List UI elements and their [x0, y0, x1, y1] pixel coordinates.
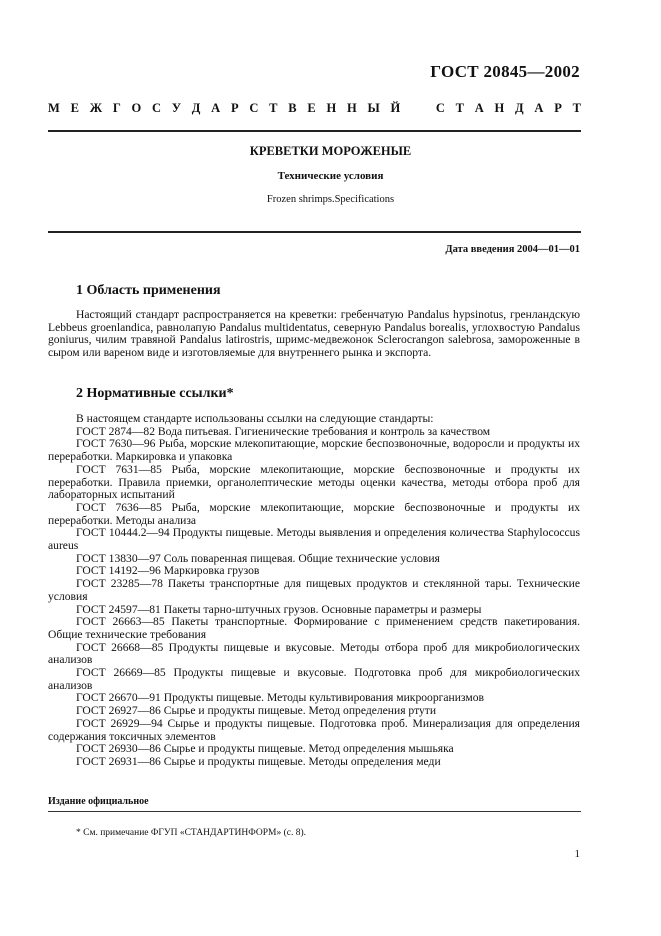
interstate-letter: Ы [367, 101, 380, 115]
section-1-heading: 1 Область применения [76, 283, 221, 298]
interstate-letter: А [474, 101, 484, 115]
english-title: Frozen shrimps.Specifications [266, 194, 395, 205]
interstate-letter: Й [390, 101, 401, 115]
interstate-letter: У [171, 101, 182, 115]
reference-item: ГОСТ 13830—97 Соль поваренная пищевая. Общие технические условия [76, 551, 440, 565]
interstate-letter: Т [572, 101, 581, 115]
edition-label: Издание официальное [48, 796, 149, 807]
interstate-letter: Н [326, 101, 337, 115]
document-subtitle: Технические условия [277, 170, 384, 182]
interstate-standard-heading [48, 101, 581, 121]
interstate-letter: М [48, 101, 60, 115]
interstate-letter: Е [307, 101, 316, 115]
document-title: КРЕВЕТКИ МОРОЖЕНЫЕ [249, 144, 412, 158]
reference-item: ГОСТ 2874—82 Вода питьевая. Гигиенические требования и контроль за качеством [76, 424, 491, 438]
reference-item: ГОСТ 26927—86 Сырье и продукты пищевые. Метод определения ртути [76, 704, 437, 718]
reference-item: ГОСТ 26930—86 Сырье и продукты пищевые. Метод определения мышьяка [76, 742, 454, 756]
interstate-letter: Р [554, 101, 562, 115]
interstate-letter: А [534, 101, 544, 115]
introduction-date: Дата введения 2004—01—01 [445, 244, 580, 255]
reference-item: ГОСТ 7630—96 Рыба, морские млекопитающие, морские беспозвоночные, водоросли и продукты их переработки. Маркировка и упаковка [48, 437, 580, 464]
reference-item: ГОСТ 14192—96 Маркировка грузов [76, 564, 260, 578]
top-divider [48, 130, 581, 132]
interstate-letter: Ж [89, 101, 103, 115]
reference-item: ГОСТ 23285—78 Пакеты транспортные для пищевых продуктов и стеклянной тары. Технические условия [48, 577, 580, 603]
interstate-letter: Т [455, 101, 464, 115]
reference-item: ГОСТ 24597—81 Пакеты тарно-штучных грузов. Основные параметры и размеры [76, 602, 482, 616]
reference-item: ГОСТ 7636—85 Рыба, морские млекопитающие, морские беспозвоночные и продукты их переработки. Методы анализа [48, 500, 580, 527]
interstate-letter: С [435, 101, 445, 115]
reference-item: ГОСТ 26670—91 Продукты пищевые. Методы культивирования микроорганизмов [76, 691, 484, 705]
interstate-gap [411, 101, 425, 116]
reference-item: ГОСТ 26668—85 Продукты пищевые и вкусовые. Методы отбора проб для микробиологических анализов [48, 640, 580, 667]
interstate-letter: А [211, 101, 221, 115]
reference-item: ГОСТ 26929—94 Сырье и продукты пищевые. Подготовка проб. Минерализация для определения содержания токсичных элементов [48, 716, 580, 743]
interstate-letter: Т [269, 101, 278, 115]
reference-item: ГОСТ 26669—85 Продукты пищевые и вкусовые. Подготовка проб для микробиологических анализов [48, 666, 580, 692]
reference-item: ГОСТ 26663—85 Пакеты транспортные. Формирование с применением средств пакетирования. Общие технические требования [48, 615, 580, 641]
title-divider [48, 231, 581, 233]
page-number: 1 [574, 848, 580, 860]
interstate-letter: Г [112, 101, 121, 115]
reference-item: ГОСТ 10444.2—94 Продукты пищевые. Методы выявления и определения количества Staphylococcus aureus [48, 526, 580, 553]
interstate-letter: Е [70, 101, 79, 115]
section-1-text [48, 309, 580, 360]
interstate-letter: Д [191, 101, 201, 115]
interstate-letter: С [152, 101, 162, 115]
section-2-heading: 2 Нормативные ссылки* [76, 386, 234, 401]
reference-item: ГОСТ 7631—85 Рыба, морские млекопитающие, морские беспозвоночные и продукты их переработки. Правила приемки, органолептические методы оценки качества, методы отбора проб для лабораторных испытаний [48, 462, 580, 502]
interstate-letter: В [288, 101, 297, 115]
section-1-paragraph: Настоящий стандарт распространяется на креветки: гребенчатую Pandalus hypsinotus, гренландскую Lebbeus groenlandica, равнолапую Pandalus multidentatus, северную Pandalus borealis, углохвостую Pandalus goniurus, чилим травяной Pandalus latirostris, шримс-медвежонок Sclerocrangon salebrosa, замороженные в сыром или вареном виде и изготовляемые для внутреннего рынка и экспорта. [48, 308, 580, 360]
footnote: * См. примечание ФГУП «СТАНДАРТИНФОРМ» (с. 8). [76, 828, 307, 838]
interstate-letter: Р [230, 101, 239, 115]
references-list [48, 413, 580, 769]
interstate-letter: Н [494, 101, 505, 115]
reference-item: ГОСТ 26931—86 Сырье и продукты пищевые. Методы определения меди [76, 754, 441, 768]
standard-code: ГОСТ 20845—2002 [430, 62, 580, 81]
interstate-letter: О [131, 101, 142, 115]
footnote-divider [48, 811, 581, 812]
reference-intro: В настоящем стандарте использованы ссылки на следующие стандарты: [76, 412, 434, 425]
interstate-letter: С [249, 101, 259, 115]
interstate-letter: Н [347, 101, 357, 115]
interstate-letter: Д [515, 101, 524, 115]
